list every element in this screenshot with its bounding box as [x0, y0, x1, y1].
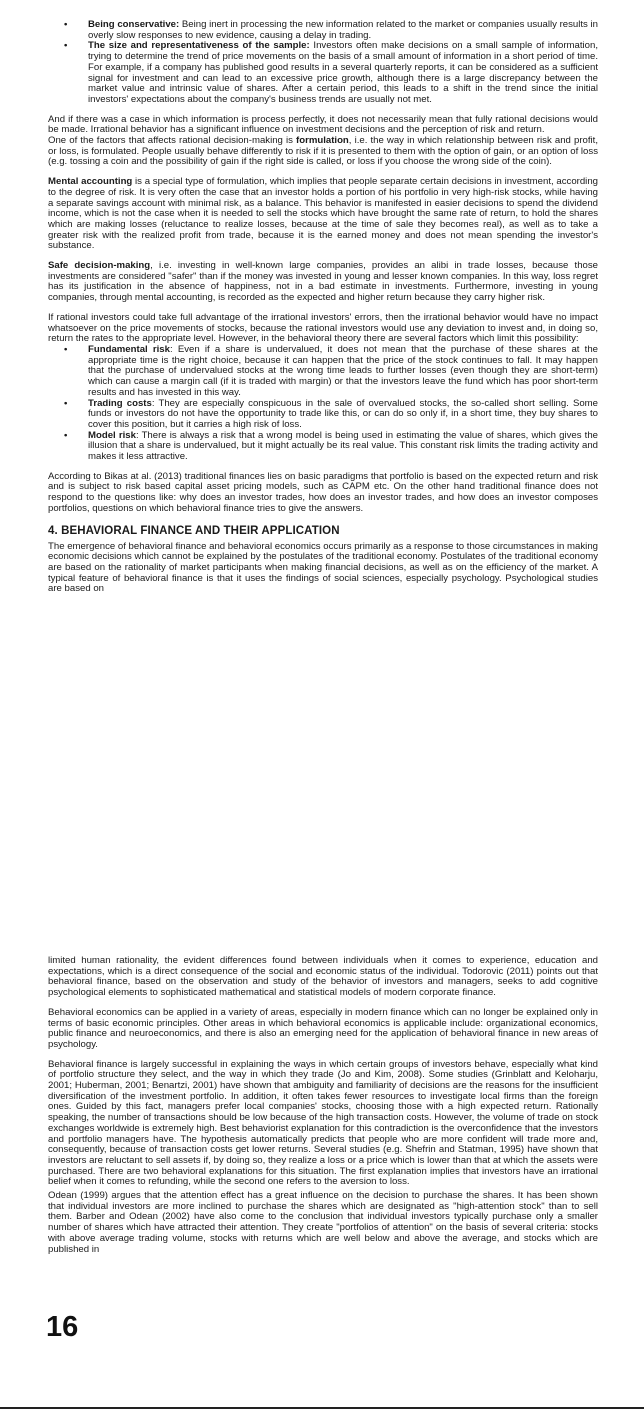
bullet-text: : Even if a share is undervalued, it does not mean that the purchase of these shares at the appropriate time is the right choice, because it can happen that the price of the stock continues to fall. It may happen that the purchase of undervalued stocks at the wrong time leads to further losses (even though they are short-term) which can cause a margin call (if it is traded with margin) or that the investors leave the fund which has poor short-term results and has invested in this way. [88, 343, 599, 398]
bottom-divider [0, 1407, 644, 1409]
page-break-gap [0, 847, 644, 956]
list-item [64, 343, 599, 399]
paragraph-safe-decision [48, 261, 598, 304]
paragraph: Behavioral finance is largely successful in explaining the ways in which certain groups of investors behave, especially what kind of portfolio structure they select, and the way in which they trade (Jo and Kim, 2008). Some studies (Grinblatt and Keloharju, 2001; Huberman, 2001; Benartzi, 2001) have shown that ambiguity and familiarity of decisions are the reasons for the insufficient diversification of the investment portfolio. In addition, it often takes fewer resources to investigate local firms than the foreign ones. Guided by this fact, managers prefer local companies' stocks, choosing those with a high expected return. Rationally speaking, the number of transactions should be low because of the high transaction costs. However, the volume of trade on stock exchanges worldwide is extremely high. Best behaviorist explanation for this contradiction is the overconfidence that the investors and portfolio managers have. The hypothesis automatically predicts that people who are more confident will trade more and, consequently, because of transaction costs get lower returns. Several studies (e.g. Shefrin and Statman, 1995) have shown that investors are reluctant to sell assets if, by doing so, they realize a loss or a price which is lower than that at which the assets were purchased. There are two behavioral explanations for this situation. The first explanation implies that investors have an irrational belief when it comes to refunding, while the second one refers to the aversion to loss. [48, 1058, 598, 1188]
bullet-icon: • [64, 19, 68, 30]
bullet-icon: • [64, 397, 68, 409]
bullet-icon: • [64, 40, 68, 52]
text-run: is a special type of formulation, which implies that people separate certain decisions in investment, according to the degree of risk. It is very often the case that an investor holds a portion of his portfolio in very high-risk stocks, while having a separate savings account with minimal risk, as a balance. This behavior is manifested in easier decisions to spend the dividend income, which is not the case when it is needed to sell the stocks which have brought the same rate of return, to hold the shares which are making losses (reluctance to realize losses, because at the time of sale they becomes real), as well as to take a greater risk with the realized profit from trade, because it is the earned money and does not mean spending the investor's substance. [48, 176, 598, 252]
text-run: One of the factors that affects rational decision-making is [48, 135, 297, 147]
bullet-term: The size and representativeness of the sample: [88, 40, 310, 52]
page-number: 16 [46, 1311, 79, 1343]
bullet-term: Trading costs [88, 397, 152, 409]
bold-term: Safe decision-making [48, 260, 151, 272]
bold-term: formulation [296, 135, 349, 147]
paragraph: limited human rationality, the evident differences found between individuals when it comes to experience, education and expectations, which is a direct consequence of the social and economic status of the individual. Todorovic (2011) points out that behavioral finance, based on the observation and study of the behavior of investors and managers, seeks to add cognitive psychological elements to sophisticated mathematical and statistical models of modern corporate finance. [48, 956, 598, 999]
paragraph: Behavioral economics can be applied in a variety of areas, especially in modern finance which can no longer be explained only in terms of basic economic principles. Other areas in which behavioral economics is applicable include: organizational economics, public finance and neuroeconomics, and there is also an emerging need for the application of behavioral finance in new areas of psychology. [48, 1006, 598, 1050]
bullet-term: Model risk [88, 429, 136, 441]
bullet-term: Being conservative: [88, 19, 180, 30]
page-bottom-section [0, 956, 644, 1404]
paragraph-mental-accounting [48, 177, 598, 252]
paragraph: And if there was a case in which information is process perfectly, it does not necessarily mean that fully rational decisions would be made. Irrational behavior has a significant influence on investment decisions and the perception of risk and return. [48, 113, 598, 136]
bullet-text: : They are especially conspicuous in the sale of overvalued stocks, the so-called short selling. Some funds or investors do not have the opportunity to trade like this, or can do so only if, in a short time, they buy shares to cover this position, but it carries a high risk of loss. [88, 397, 599, 430]
bias-bullet-list [48, 20, 598, 106]
list-item [64, 429, 599, 463]
text-run: , i.e. investing in well-known large companies, provides an alibi in trade losses, because those investments are considered "safer" than if the money was invested in young and lesser known companies. In this way, loss regret has its justification in the absence of happiness, not in a bad estimate in investments. Furthermore, investing in young companies, through mental accounting, is recorded as the expected and higher return because they carry higher risk. [48, 260, 599, 304]
bullet-text: Being inert in processing the new information related to the market or companies usually results in overly slow responses to new evidence, causing a delay in trading. [88, 19, 598, 41]
bullet-icon: • [64, 343, 68, 355]
paragraph: Odean (1999) argues that the attention effect has a great influence on the decision to purchase the shares. It has been shown that individual investors are more inclined to purchase the shares which are designated as "high-attention stock" than to sell them. Barber and Odean (2002) have also come to the conclusion that individual investors typically purchase only a smaller number of shares which have attracted their attention. They create "portfolios of attention" on the basis of several criteria: stocks with above average trading volume, stocks with returns which are well below and above the average, and stocks which are published in [48, 1190, 598, 1255]
paragraph-formulation [48, 136, 598, 168]
paragraph: The emergence of behavioral finance and behavioral economics occurs primarily as a response to those circumstances in making economic decisions which cannot be explained by the postulates of the traditional economy. Postulates of the traditional economy are based on the rationality of market participants when making financial decisions, as well as on the efficiency of the market. A typical feature of behavioral finance is that it uses the findings of social sciences, especially psychology. Psychological studies are based on [48, 540, 598, 595]
risk-bullet-list [48, 345, 598, 463]
list-item [64, 19, 598, 41]
paragraph: According to Bikas at al. (2013) traditional finances lies on basic paradigms that portfolio is based on the expected return and risk and is subject to risk based capital asset pricing models, such as CAPM etc. On the other hand traditional finance does not respond to the questions like: why does an investor trades, how does an investor trades, and how does an investor composes portfolios, questions on which behavioral finance tries to give the answers. [48, 470, 598, 514]
bullet-term: Fundamental risk [88, 343, 170, 355]
list-item [64, 397, 599, 431]
section-heading: 4. BEHAVIORAL FINANCE AND THEIR APPLICATION [48, 524, 340, 537]
page-top-section [0, 14, 644, 847]
bullet-text: Investors often make decisions on a small sample of information, trying to determine the trend of price movements on the basis of a small amount of information in a short period of time. For example, if a company has published good results in a several quarterly reports, it can be considered as a sufficient signal for investment and can lead to an excessive price growth, although there is a large discrepancy between the market value and intrinsic value of shares. After a certain period, this leads to a shift in the trend since the initial investors' expectations about the company's business trends are usually not met. [88, 40, 598, 105]
bullet-icon: • [64, 429, 68, 441]
bold-term: Mental accounting [48, 176, 133, 188]
text-run: , i.e. the way in which relationship between risk and profit, or loss, is formulated. People usually behave differently to risk if it is presented to them with the option of gain, or an option of loss (e.g. tossing a coin and the possibility of gain if the right side is called, or loss if you choose the wrong side of the coin). [48, 135, 598, 168]
list-item [64, 40, 598, 105]
paragraph: If rational investors could take full advantage of the irrational investors' errors, then the irrational behavior would have no impact whatsoever on the price movements of stocks, because the rational investors would use any deviation to invest and, in doing so, return the rates to the appropriate level. However, in the behavioral theory there are several factors which limit this possibility: [48, 311, 598, 345]
bullet-text: : There is always a risk that a wrong model is being used in estimating the value of shares, which gives the illusion that a share is undervalued, but it might actually be its real value. This constant risk limits the trading activity and makes it less attractive. [88, 429, 599, 463]
